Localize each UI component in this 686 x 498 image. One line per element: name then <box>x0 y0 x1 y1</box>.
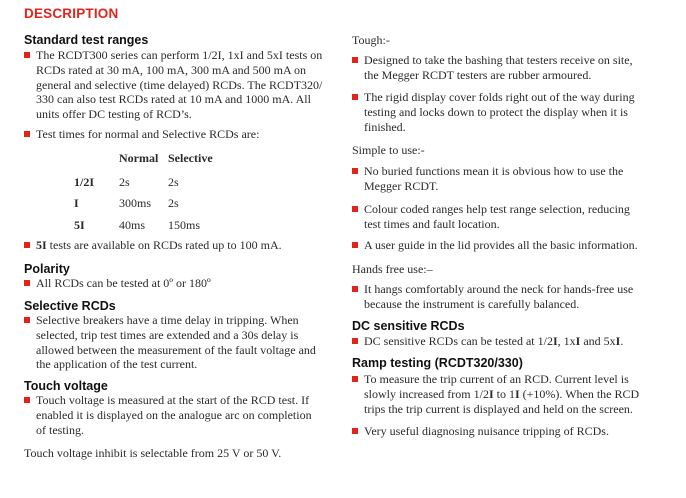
touch-voltage-bullet <box>24 393 354 437</box>
text-line: Colour coded ranges help test range selection, reducing <box>364 202 630 216</box>
text-line: To measure the trip current of an RCD. Current level is <box>364 372 629 386</box>
text-line: Designed to take the bashing that testers receive on site, <box>364 53 633 67</box>
selective-rcds-heading: Selective RCDs <box>24 299 116 313</box>
bullet-square-icon <box>24 280 30 286</box>
page-title: DESCRIPTION <box>24 6 119 21</box>
text-line: allowed between the measurement of the fault voltage and <box>36 342 316 357</box>
text-line: Touch voltage is measured at the start of the RCD test. If <box>36 393 310 407</box>
text-line: Very useful diagnosing nuisance tripping of RCDs. <box>364 424 609 438</box>
text-line: because the instrument is carefully balanced. <box>364 296 580 311</box>
text-line: trips the trip current is displayed and held on the screen. <box>364 401 633 416</box>
touch-voltage-inhibit-text: Touch voltage inhibit is selectable from 25 V or 50 V. <box>24 446 282 460</box>
text-span: DC sensitive RCDs can be tested at 1/2 <box>364 334 553 348</box>
text-span: slowly increased from 1/2 <box>364 386 489 401</box>
text-line: Selective breakers have a time delay in tripping. When <box>36 313 299 327</box>
text-line: No buried functions mean it is obvious how to use the <box>364 164 624 178</box>
bullet-square-icon <box>352 206 358 212</box>
bold-i: I <box>514 386 520 401</box>
table-cell-selective: 2s <box>168 175 179 189</box>
text-line: A user guide in the lid provides all the basic information. <box>364 238 638 252</box>
text-line <box>364 387 676 402</box>
text-line: general and selective (time delayed) RCDs. The RCDT320/ <box>36 77 323 92</box>
polarity-heading: Polarity <box>24 262 70 276</box>
bold-i: I <box>552 334 558 348</box>
standard-ranges-bullet-1 <box>24 48 354 122</box>
standard-ranges-bullet-2 <box>24 127 354 142</box>
bullet-square-icon <box>24 242 30 248</box>
standard-ranges-heading: Standard test ranges <box>24 33 149 47</box>
bullet-square-icon <box>24 52 30 58</box>
ramp-testing-bullet-2 <box>352 424 676 439</box>
bold-i: I <box>575 334 581 348</box>
text-line <box>364 334 676 349</box>
table-row-label: 1/2I <box>74 175 95 189</box>
text-span: and 5x <box>580 334 616 348</box>
text-line <box>36 238 354 253</box>
text-span: to 1 <box>493 386 515 401</box>
text-line: Test times for normal and Selective RCDs are: <box>36 127 260 141</box>
text-line: units offer DC testing of RCD’s. <box>36 107 192 122</box>
bold-5i: 5I <box>36 238 47 252</box>
table-cell-normal: 40ms <box>119 218 146 232</box>
bullet-square-icon <box>352 338 358 344</box>
bold-i: I <box>615 334 621 348</box>
text-line: enabled it is displayed on the analogue arc on completion <box>36 407 312 422</box>
text-line: RCDs rated at 30 mA, 100 mA, 300 mA and 500 mA on <box>36 62 306 77</box>
tough-bullet-2 <box>352 90 676 134</box>
touch-voltage-heading: Touch voltage <box>24 379 108 393</box>
text-line: The RCDT300 series can perform 1/2I, 1xI and 5xI tests on <box>36 48 323 62</box>
text-span: tests are available on RCDs rated up to 100 mA. <box>46 238 282 252</box>
table-row-label: I <box>74 196 79 210</box>
dc-sensitive-heading: DC sensitive RCDs <box>352 319 465 333</box>
table-header-selective: Selective <box>168 151 213 165</box>
simple-bullet-1 <box>352 164 676 194</box>
table-cell-selective: 2s <box>168 196 179 210</box>
polarity-bullet <box>24 276 354 291</box>
tough-label: Tough:- <box>352 33 390 47</box>
text-line: selected, trip test times are extended and a 30s delay is <box>36 327 299 342</box>
ramp-testing-heading: Ramp testing (RCDT320/330) <box>352 356 523 370</box>
text-line: finished. <box>364 119 406 134</box>
text-line: All RCDs can be tested at 0º or 180º <box>36 276 211 290</box>
table-cell-normal: 300ms <box>119 196 152 210</box>
text-span: , 1x <box>557 334 576 348</box>
tough-bullet-1 <box>352 53 676 83</box>
text-line: The rigid display cover folds right out of the way during <box>364 90 635 104</box>
text-line: 330 can also test RCDs rated at 10 mA and 1000 mA. All <box>36 92 311 107</box>
table-cell-normal: 2s <box>119 175 130 189</box>
bullet-square-icon <box>352 428 358 434</box>
dc-sensitive-bullet <box>352 334 676 349</box>
text-line: Megger RCDT. <box>364 178 439 193</box>
text-span: . <box>620 334 624 348</box>
selective-rcds-bullet <box>24 313 354 372</box>
bullet-square-icon <box>352 242 358 248</box>
ramp-testing-bullet-1 <box>352 372 676 416</box>
bold-i: I <box>488 386 494 401</box>
text-line: the application of the test current. <box>36 357 198 372</box>
text-line: testing and locks down to protect the display when it is <box>364 104 628 119</box>
simple-to-use-label: Simple to use:- <box>352 143 425 157</box>
simple-bullet-2 <box>352 202 676 232</box>
text-line: test times and fault location. <box>364 216 500 231</box>
text-span: (+10%). When the RCD <box>519 386 640 401</box>
table-row-label: 5I <box>74 218 85 232</box>
simple-bullet-3 <box>352 238 676 253</box>
bullet-square-icon <box>24 397 30 403</box>
text-line: of testing. <box>36 422 84 437</box>
bullet-square-icon <box>352 168 358 174</box>
hands-free-label: Hands free use:– <box>352 262 433 276</box>
bullet-square-icon <box>352 57 358 63</box>
bullet-square-icon <box>352 94 358 100</box>
hands-free-bullet <box>352 282 676 312</box>
bullet-square-icon <box>352 286 358 292</box>
table-cell-selective: 150ms <box>168 218 201 232</box>
text-line: the Megger RCDT testers are rubber armoured. <box>364 67 592 82</box>
table-header-normal: Normal <box>119 151 159 165</box>
bullet-square-icon <box>24 131 30 137</box>
standard-ranges-bullet-3 <box>24 238 354 253</box>
text-line: It hangs comfortably around the neck for hands-free use <box>364 282 634 296</box>
bullet-square-icon <box>24 317 30 323</box>
bullet-square-icon <box>352 376 358 382</box>
